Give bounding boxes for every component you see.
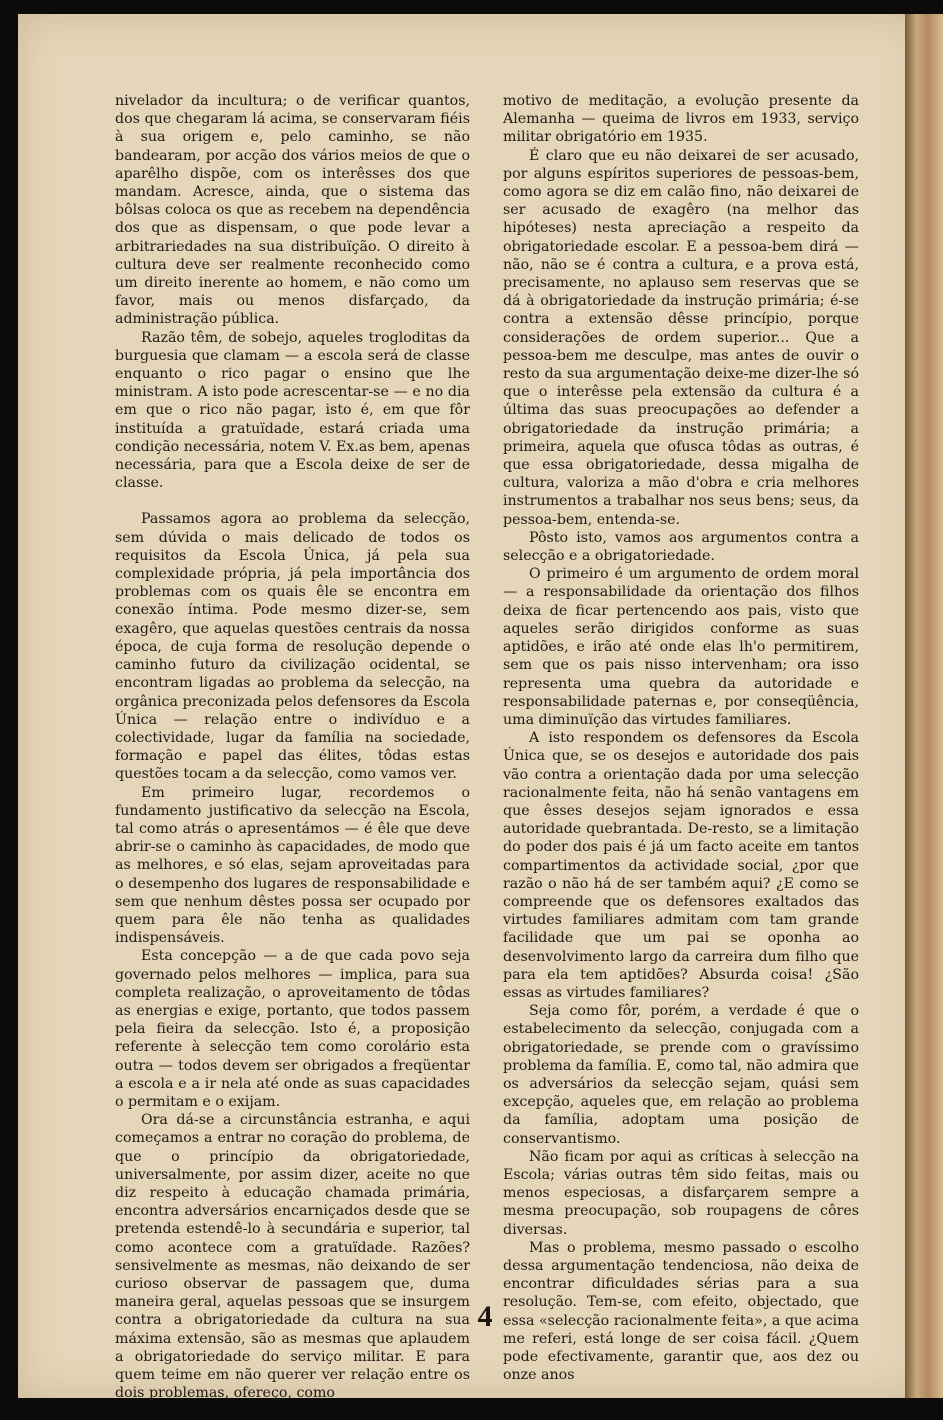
paragraph: O primeiro é um argumento de ordem moral — a responsabilidade da orientação dos filhos deixa de ficar pertencendo aos pais, visto que aqueles serão dirigidos conforme as suas aptidões, e irão até onde elas lh'o permitirem, sem que os pais nisso intervenham; ora isso representa uma quebra da autoridade e responsabilidade paternas e, por conseqüência, uma diminuïção das virtudes familiares. [503,566,859,728]
paragraph: Pôsto isto, vamos aos argumentos contra a selecção e a obrigatoriedade. [503,529,859,565]
paragraph: Seja como fôr, porém, a verdade é que o estabelecimento da selecção, conjugada com a obrigatoriedade, se prende com o gravíssimo problema da família. E, como tal, não admira que os adversários da selecção sejam, quási sem excepção, aqueles que, em relação ao problema da família, adoptam uma posição de conservantismo. [503,1003,859,1147]
paragraph: Razão têm, de sobejo, aqueles trogloditas da burguesia que clamam — a escola será de classe enquanto o rico pagar o ensino que lhe ministram. A isto pode acrescentar-se — e no dia em que o rico não pagar, isto é, em que fôr instituída a gratuïdade, estará criada uma condição necessária, notem V. Ex.as bem, apenas necessária, para que a Escola deixe de ser de classe. [115,329,470,492]
paragraph: Esta concepção — a de que cada povo seja governado pelos melhores — implica, para sua completa realização, o aproveitamento de tôdas as energias e exige, portanto, que todos passem pela fieira da selecção. Isto é, a proposição referente à selecção tem como corolário esta outra — todos devem ser obrigados a freqüentar a escola e a ir nela até onde as suas capacidades o permitam e o exijam. [115,948,470,1110]
book-spine [905,14,943,1398]
paragraph: motivo de meditação, a evolução presente da Alemanha — queima de livros em 1933, serviço militar obrigatório em 1935. [503,93,859,146]
paragraph: Mas o problema, mesmo passado o escolho dessa argumentação tendenciosa, não deixa de encontrar dificuldades sérias para a sua resolução. Tem-se, com efeito, objectado, que essa «selecção racionalmente feita», a que acima me referi, está longe de ser coisa fácil. ¿Quem pode efectivamente, garantir que, aos dez ou onze anos [503,1239,859,1384]
paragraph: A isto respondem os defensores da Escola Única que, se os desejos e autoridade dos pais vão contra a orientação dada por uma selecção racionalmente feita, não há senão vantagens em que êsses desejos sejam ignorados e essa autoridade quebrantada. De-resto, se a limitação do poder dos pais é já um facto aceite em tantos compartimentos da actividade social, ¿por que razão o não há de ser também aqui? ¿E como se compreende que os defensores exaltados das virtudes familiares admitam com tam grande facilidade que um pai se oponha ao desenvolvimento largo da carreira dum filho que para ela tem aptidões? Absurda coisa! ¿São essas as virtudes familiares? [503,730,859,1001]
paragraph: Passamos agora ao problema da selecção, sem dúvida o mais delicado de todos os requisitos da Escola Única, já pela sua complexidade própria, já pela importância dos problemas com os quais êle se encontra em conexão íntima. Pode mesmo dizer-se, sem exagêro, que aquelas questões centrais da nossa época, de cuja forma de resolução depende o caminho futuro da civilização ocidental, se encontram ligadas ao problema da selecção, na orgânica preconizada pelos defensores da Escola Única — relação entre o indivíduo e a colectividade, lugar da família na sociedade, formação e papel das élites, tôdas estas questões tocam a da selecção, como vamos ver. [115,511,470,783]
paragraph: nivelador da incultura; o de verificar quantos, dos que chegaram lá acima, se conservaram fiéis à sua origem e, pelo caminho, se não bandearam, por acção dos vários meios de que o aparêlho dispõe, com os interêsses dos que mandam. Acresce, ainda, que o sistema das bôlsas coloca os que as recebem na dependência dos que as dispensam, o que pode levar a arbitrariedades na sua distribuïção. O direito à cultura deve ser realmente reconhecido como um direito inerente ao homem, e não como um favor, mais ou menos disfarçado, da administração pública. [115,93,470,328]
paragraph: Ora dá-se a circunstância estranha, e aqui começamos a entrar no coração do problema, de que o princípio da obrigatoriedade, universalmente, por assim dizer, aceite no que diz respeito à educação chamada primária, encontra adversários encarniçados desde que se pretenda estendê-lo à secundária e superior, tal como acontece com a gratuïdade. Razões? sensivelmente as mesmas, não deixando de ser curioso observar de passagem que, duma maneira geral, aquelas pessoas que se insurgem contra a obrigatoriedade da cultura na sua máxima extensão, são as mesmas que aplaudem a obrigatoriedade do serviço militar. E para quem teime em não querer ver relação entre os dois problemas, ofereço, como [115,1112,470,1402]
page-number: 4 [477,1300,493,1333]
left-text-column [115,92,470,1402]
right-text-column [503,92,859,1384]
paragraph: É claro que eu não deixarei de ser acusado, por alguns espíritos superiores de pessoas-bem, como agora se diz em calão fino, não deixarei de ser acusado de exagêro (na melhor das hipóteses) nesta apreciação a respeito da obrigatoriedade escolar. E a pessoa-bem dirá — não, não se é contra a cultura, e a prova está, precisamente, no aplauso sem reservas que se dá à obrigatoriedade da instrução primária; é-se contra a extensão dêsse princípio, porque considerações de ordem superior... Que a pessoa-bem me desculpe, mas antes de ouvir o resto da sua argumentação deixe-me dizer-lhe só que o interêsse pela extensão da cultura é a última das suas preocupações ao defender a obrigatoriedade da instrução primária; a primeira, aquela que ofusca tôdas as outras, é que essa obrigatoriedade, dessa migalha de cultura, valoriza a mão d'obra e cria melhores instrumentos a trabalhar nos seus bens; seus, da pessoa-bem, entenda-se. [503,147,859,528]
paragraph: Não ficam por aqui as críticas à selecção na Escola; várias outras têm sido feitas, mais ou menos especiosas, a disfarçarem sempre a mesma preocupação, sob roupagens de côres diversas. [503,1148,859,1238]
paragraph: Em primeiro lugar, recordemos o fundamento justificativo da selecção na Escola, tal como atrás o apresentámos — é êle que deve abrir-se o caminho às capacidades, de modo que as melhores, e só elas, sejam aproveitadas para o desempenho dos lugares de responsabilidade e sem que nenhum dêstes possa ser ocupado por quem para êle não tenha as qualidades indispensáveis. [115,784,470,947]
